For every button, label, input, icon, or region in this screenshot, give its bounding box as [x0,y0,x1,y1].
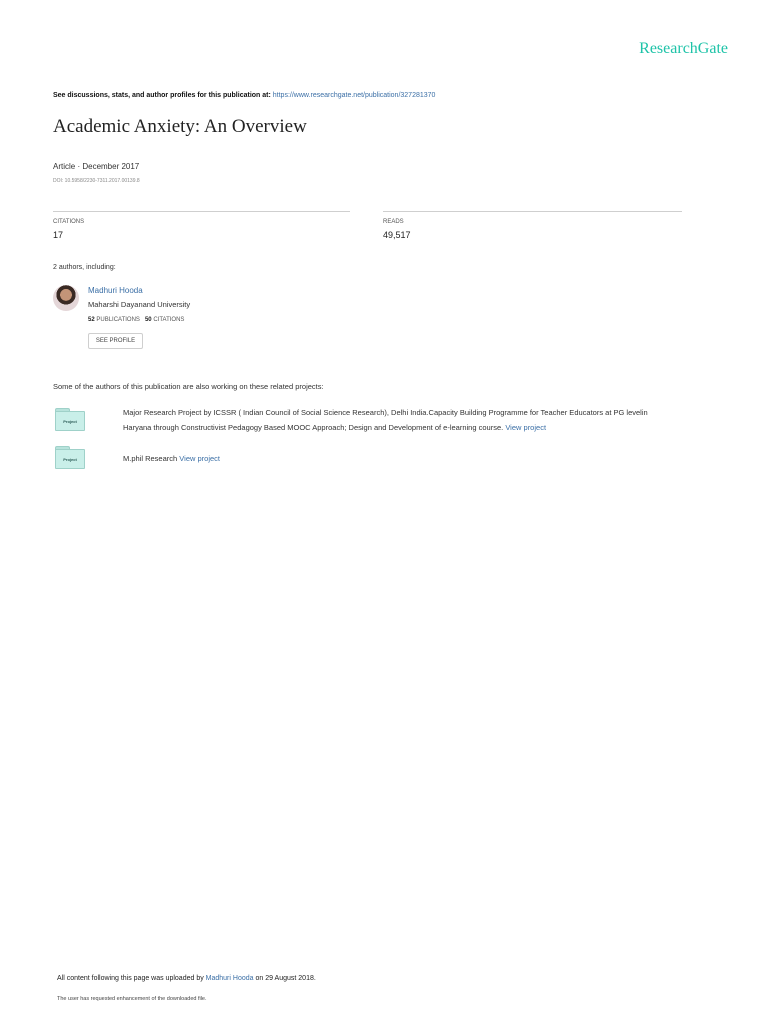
reads-value: 49,517 [383,230,411,240]
see-profile-button[interactable]: SEE PROFILE [88,333,143,349]
enhancement-note: The user has requested enhancement of the downloaded file. [57,996,207,1002]
discussion-note [53,92,435,99]
project-folder-icon[interactable] [55,446,85,470]
projects-heading: Some of the authors of this publication are also working on these related projects: [53,382,324,391]
upload-footer [57,975,316,982]
citations-divider [53,211,350,212]
folder-label: Project [55,411,85,431]
view-project-link[interactable]: View project [179,454,221,463]
project-description: M.phil Research [123,454,178,463]
page-title: Academic Anxiety: An Overview [53,116,307,137]
author-avatar[interactable] [53,285,79,311]
doi-text: DOI: 10.5958/2230-7311.2017.00139.8 [53,178,140,184]
footer-prefix: All content following this page was uploaded by [57,975,206,982]
authors-heading: 2 authors, including: [53,264,116,271]
folder-label: Project [55,449,85,469]
project-item [123,405,713,435]
uploader-link[interactable]: Madhuri Hooda [205,975,254,982]
author-citations-label: CITATIONS [153,317,185,323]
author-citations-count: 50 [144,317,152,323]
footer-suffix: on 29 August 2018. [253,975,316,982]
citations-value: 17 [53,230,64,240]
discussion-note-text: See discussions, stats, and author profiles for this publication at: [53,92,273,99]
publications-count: 52 [88,317,95,323]
article-meta: Article · December 2017 [53,162,140,171]
author-name-link[interactable]: Madhuri Hooda [88,286,143,295]
project-folder-icon[interactable] [55,408,85,432]
citations-label: CITATIONS [53,219,85,225]
author-counts [88,317,184,323]
project-description-line1: Major Research Project by ICSSR ( Indian Council of Social Science Research), Delhi India.Capacity Building Programme for Teacher Educators at PG levelin [123,408,648,417]
researchgate-logo[interactable]: ResearchGate [639,40,728,57]
author-affiliation: Maharshi Dayanand University [88,300,191,309]
publications-label: PUBLICATIONS [96,317,140,323]
project-item [123,451,713,466]
reads-divider [383,211,682,212]
publication-link[interactable]: https://www.researchgate.net/publication/327281370 [272,92,436,99]
reads-label: READS [383,219,404,225]
project-description-line2: Haryana through Constructivist Pedagogy Based MOOC Approach; Design and Development of e-learning course. [123,423,504,432]
view-project-link[interactable]: View project [505,423,547,432]
